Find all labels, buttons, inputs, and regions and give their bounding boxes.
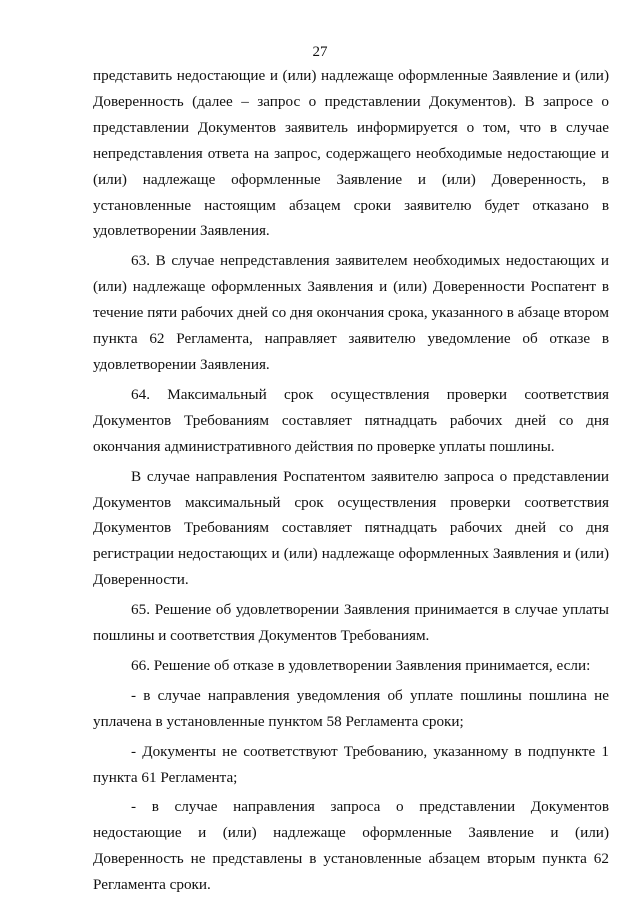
- page-number: 27: [312, 44, 328, 60]
- list-item-documents-not-provided: - в случае направления запроса о представлении Документов недостающие и (или) надлежаще оформленные Заявление и (или) Доверенность не представлены в установленные абзацем вторым пункта 62 Регламента сроки.: [93, 798, 609, 894]
- list-item-fee-not-paid: - в случае направления уведомления об уплате пошлины пошлина не уплачена в установленные пунктом 58 Регламента сроки;: [93, 686, 609, 730]
- paragraph-66: 66. Решение об отказе в удовлетворении Заявления принимается, если:: [131, 656, 591, 674]
- paragraph-63: 63. В случае непредставления заявителем необходимых недостающих и (или) надлежаще оформленных Заявления и (или) Доверенности Роспатент в течение пяти рабочих дней со дня окончания срока, указанного в абзаце втором пункта 62 Регламента, направляет заявителю уведомление об отказе в удовлетворении Заявления.: [93, 252, 609, 373]
- paragraph-64: 64. Максимальный срок осуществления проверки соответствия Документов Требованиям составляет пятнадцать рабочих дней со дня окончания административного действия по проверке уплаты пошлины.: [93, 385, 609, 455]
- paragraph-65: 65. Решение об удовлетворении Заявления принимается в случае уплаты пошлины и соответствия Документов Требованиям.: [93, 601, 609, 645]
- paragraph-64-second: В случае направления Роспатентом заявителю запроса о представлении Документов максимальный срок осуществления проверки соответствия Документов Требованиям составляет пятнадцать рабочих дней со дня регистрации недостающих и (или) надлежаще оформленных Заявления и (или) Доверенности.: [93, 467, 609, 589]
- paragraph-continuation: представить недостающие и (или) надлежаще оформленные Заявление и (или) Доверенность (далее – запрос о представлении Документов). В запросе о представлении Документов заявитель информируется о том, что в случае непредставления ответа на запрос, содержащего необходимые недостающие и (или) надлежаще оформленные Заявление и (или) Доверенность, в установленные настоящим абзацем сроки заявителю будет отказано в удовлетворении Заявления.: [93, 67, 609, 240]
- list-item-documents-mismatch: - Документы не соответствуют Требованию, указанному в подпункте 1 пункта 61 Регламента;: [93, 742, 609, 786]
- document-body: [93, 63, 609, 898]
